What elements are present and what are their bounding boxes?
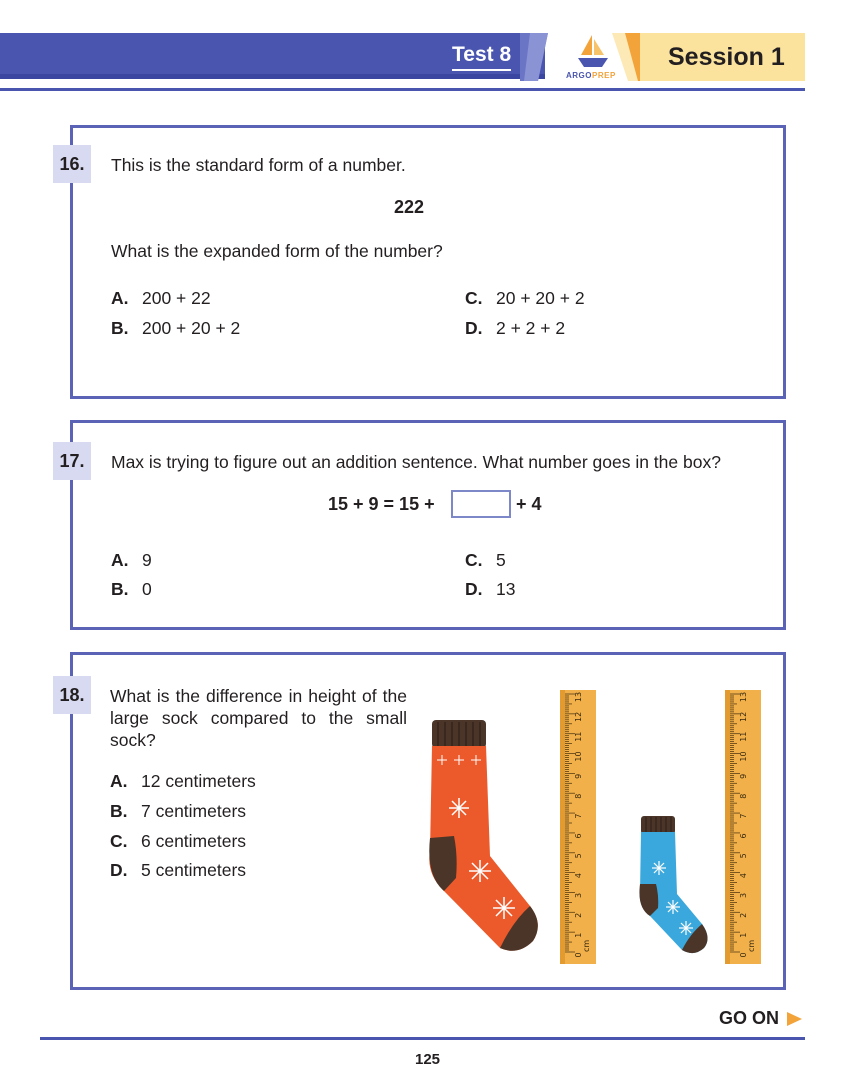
ruler-label: 6: [739, 833, 748, 839]
ruler-label: 11: [739, 731, 748, 742]
ruler-label: 5: [739, 853, 748, 859]
option-a[interactable]: A. 12 centimeters: [110, 771, 256, 791]
question-number: 18.: [53, 676, 91, 714]
argoprep-logo-icon: [575, 33, 611, 71]
ruler-label: 7: [739, 813, 748, 819]
equation-right: + 4: [516, 494, 542, 514]
ruler-label: 2: [574, 912, 583, 918]
ruler-large: [560, 690, 596, 964]
option-b[interactable]: B. 0: [111, 579, 152, 599]
question-text: What is the expanded form of the number?: [111, 241, 443, 261]
ruler-label: 12: [574, 711, 583, 722]
ruler-unit-label: cm: [582, 939, 591, 952]
option-d[interactable]: D. 5 centimeters: [110, 860, 247, 880]
ruler-label: 8: [574, 793, 583, 799]
ruler-label: 10: [574, 751, 583, 762]
option-c[interactable]: C. 5: [465, 550, 506, 570]
ruler-label: 13: [574, 691, 583, 703]
question-number: 16.: [53, 145, 91, 183]
option-d[interactable]: D. 2 + 2 + 2: [465, 318, 566, 338]
page-number: 125: [414, 1051, 441, 1068]
featured-number: 222: [394, 197, 425, 217]
footer-rule: [40, 1037, 805, 1040]
argoprep-logo-text: ARGOPREP: [566, 71, 616, 80]
question-prompt: What is the difference in height of the large sock compared to the small sock?: [110, 686, 407, 750]
ruler-label: 4: [739, 873, 748, 879]
ruler-label: 8: [739, 793, 748, 799]
ruler-label: 2: [739, 912, 748, 918]
session-title: Session 1: [668, 43, 785, 71]
ruler-label: 1: [739, 932, 748, 938]
question-prompt: This is the standard form of a number.: [111, 155, 406, 175]
ruler-label: 7: [574, 813, 583, 819]
answer-blank-box: [451, 490, 511, 518]
ruler-label: 11: [574, 731, 583, 742]
option-c[interactable]: C. 6 centimeters: [110, 831, 247, 851]
go-on-arrow-icon: [787, 1011, 803, 1027]
ruler-label: 3: [739, 892, 748, 899]
ruler-label: 13: [739, 691, 748, 703]
option-a[interactable]: A. 9: [111, 550, 152, 570]
question-prompt: Max is trying to figure out an addition sentence. What number goes in the box?: [111, 452, 721, 472]
option-c[interactable]: C. 20 + 20 + 2: [465, 288, 585, 308]
ruler-label: 9: [574, 773, 583, 779]
ruler-label: 10: [739, 751, 748, 762]
ruler-label: 3: [574, 892, 583, 899]
test-title: Test 8: [452, 43, 511, 71]
option-a[interactable]: A. 200 + 22: [111, 288, 211, 308]
go-on-label: GO ON: [719, 1008, 780, 1028]
header-band-shadow: [0, 74, 545, 79]
large-sock-illustration: [418, 716, 548, 960]
question-number: 17.: [53, 442, 91, 480]
ruler-label: 0: [739, 952, 748, 958]
ruler-label: 4: [574, 873, 583, 879]
ruler-label: 5: [574, 853, 583, 859]
ruler-label: 6: [574, 833, 583, 839]
ruler-label: 0: [574, 952, 583, 958]
ruler-label: 12: [739, 711, 748, 722]
ruler-unit-label: cm: [747, 939, 756, 952]
ruler-label: 1: [574, 932, 583, 938]
small-sock-illustration: [630, 812, 715, 957]
header-rule: [0, 88, 805, 91]
option-b[interactable]: B. 200 + 20 + 2: [111, 318, 241, 338]
equation-left: 15 + 9 = 15 +: [328, 494, 435, 514]
ruler-label: 9: [739, 773, 748, 779]
option-d[interactable]: D. 13: [465, 579, 516, 599]
ruler-small: [725, 690, 761, 964]
option-b[interactable]: B. 7 centimeters: [110, 801, 247, 821]
